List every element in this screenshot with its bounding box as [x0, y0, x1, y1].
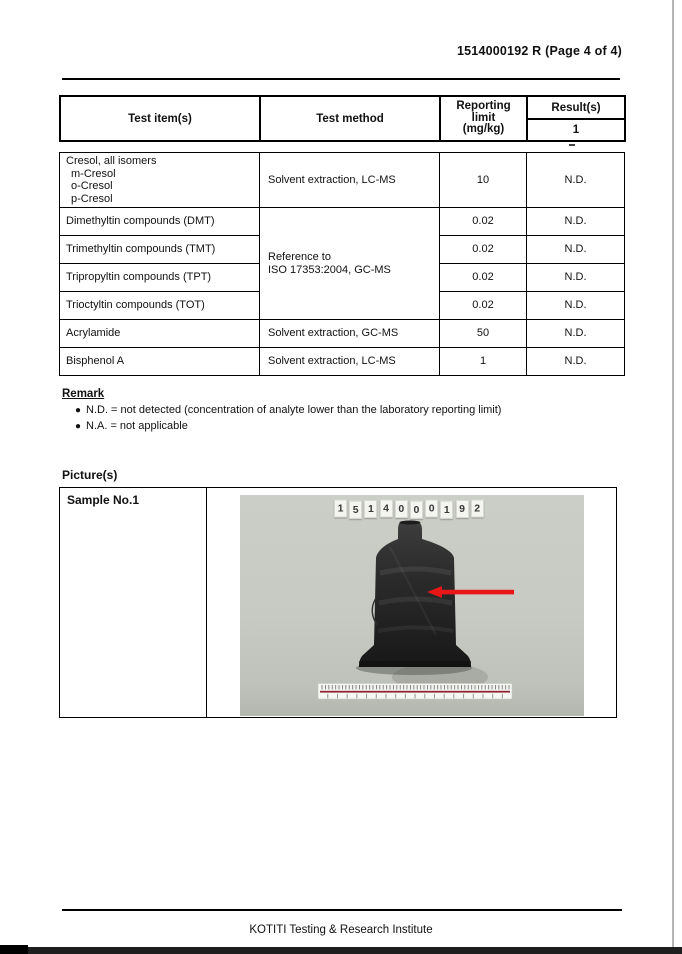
test-item-cell: Trioctyltin compounds (TOT) — [60, 292, 260, 320]
scan-bar — [0, 945, 28, 954]
header-rule — [62, 78, 620, 80]
table-row — [60, 320, 625, 348]
reporting-limit-cell: 1 — [440, 348, 527, 376]
label-digit: 2 — [471, 500, 484, 518]
result-cell: N.D. — [527, 292, 625, 320]
bullet-icon: ● — [74, 405, 82, 416]
sample-label: Sample No.1 — [60, 488, 207, 717]
column-header-results: Result(s) — [527, 96, 625, 119]
scan-edge — [672, 0, 674, 947]
column-header-reporting-limit: Reporting limit (mg/kg) — [440, 96, 527, 141]
results-table-body — [59, 152, 625, 376]
table-row — [60, 153, 625, 208]
reporting-limit-cell: 0.02 — [440, 236, 527, 264]
column-header-test-item: Test item(s) — [60, 96, 260, 141]
test-item-cell: Cresol, all isomers m-Cresol o-Cresol p-Cresol — [60, 153, 260, 208]
test-method-cell: Solvent extraction, GC-MS — [260, 320, 440, 348]
footer-institute-name: KOTITI Testing & Research Institute — [249, 924, 433, 936]
test-item-cell: Trimethyltin compounds (TMT) — [60, 236, 260, 264]
test-item-cell: Tripropyltin compounds (TPT) — [60, 264, 260, 292]
list-item: ● N.D. = not detected (concentration of analyte lower than the laboratory reporting limit) — [70, 403, 501, 419]
result-cell: N.D. — [527, 348, 625, 376]
thread-spool-image — [240, 495, 584, 716]
bullet-icon: ● — [74, 420, 82, 432]
page-reference: 1514000192 R (Page 4 of 4) — [456, 44, 622, 58]
table-row — [60, 208, 625, 236]
test-method-cell-merged: Reference to ISO 17353:2004, GC-MS — [260, 208, 440, 320]
result-cell: N.D. — [527, 208, 625, 236]
footer-rule — [62, 909, 622, 911]
reporting-limit-cell: 50 — [440, 320, 527, 348]
list-item: ● N.A. = not applicable — [70, 419, 501, 435]
test-item-cell: Dimethyltin compounds (DMT) — [60, 208, 260, 236]
test-item-cell: Bisphenol A — [60, 348, 260, 376]
ruler — [318, 684, 512, 700]
result-cell: N.D. — [527, 264, 625, 292]
label-digit: 4 — [380, 500, 393, 518]
label-digit: 1 — [334, 500, 347, 518]
reporting-limit-cell: 10 — [440, 153, 527, 208]
remark-list — [70, 403, 501, 434]
arrow-annotation — [427, 586, 514, 598]
scan-artifact — [569, 144, 575, 146]
test-item-cell: Acrylamide — [60, 320, 260, 348]
result-cell: N.D. — [527, 320, 625, 348]
test-method-cell: Solvent extraction, LC-MS — [260, 348, 440, 376]
reporting-limit-cell: 0.02 — [440, 208, 527, 236]
sample-photo — [240, 495, 584, 716]
label-digit: 1 — [440, 501, 453, 519]
test-method-cell: Solvent extraction, LC-MS — [260, 153, 440, 208]
label-digit: 5 — [349, 501, 362, 519]
remark-heading: Remark — [62, 388, 105, 400]
reporting-limit-cell: 0.02 — [440, 292, 527, 320]
results-table-header — [59, 95, 626, 142]
scan-bar — [0, 947, 682, 954]
pictures-heading: Picture(s) — [62, 468, 118, 482]
label-digit: 1 — [364, 500, 377, 518]
result-cell: N.D. — [527, 236, 625, 264]
result-cell: N.D. — [527, 153, 625, 208]
label-digit: 0 — [395, 500, 408, 518]
table-row — [60, 348, 625, 376]
label-digit: 0 — [410, 501, 423, 519]
label-digit: 9 — [456, 500, 469, 518]
label-digit: 0 — [425, 500, 438, 518]
photo-label-tiles — [334, 500, 484, 518]
result-column-number: 1 — [527, 119, 625, 141]
column-header-test-method: Test method — [260, 96, 440, 141]
reporting-limit-cell: 0.02 — [440, 264, 527, 292]
